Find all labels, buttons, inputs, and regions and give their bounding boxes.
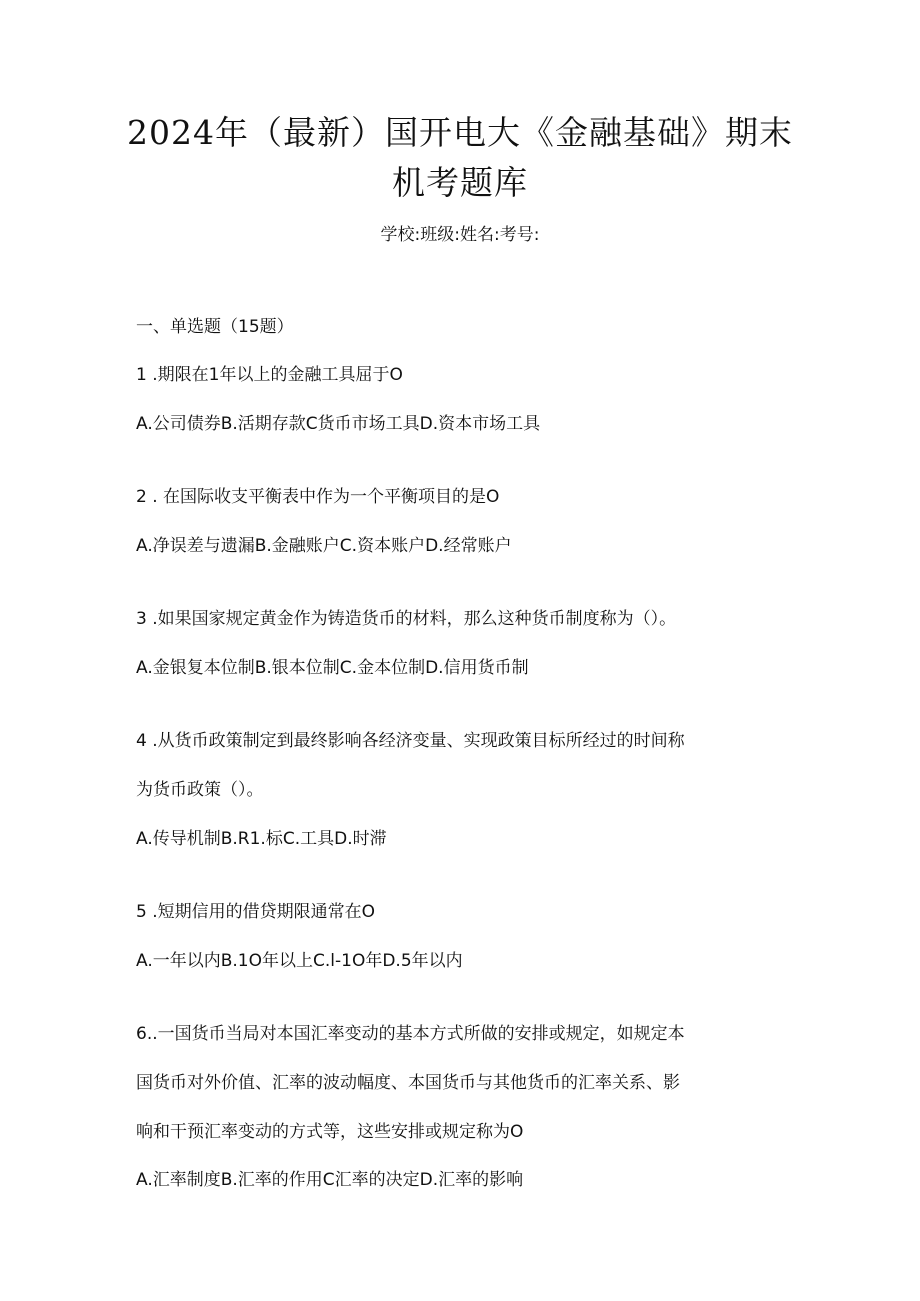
question-6-stem-line-2: 国货币对外价值、汇率的波动幅度、本国货币与其他货币的汇率关系、影	[136, 1073, 680, 1093]
question-5-stem: 5 .短期信用的借贷期限通常在O	[136, 902, 376, 922]
question-2-stem: 2 . 在国际收支平衡表中作为一个平衡项目的是O	[136, 487, 500, 507]
question-4-options: A.传导机制B.R1.标C.工具D.时滞	[136, 829, 387, 849]
question-6-stem-line-3: 响和干预汇率变动的方式等，这些安排或规定称为O	[136, 1122, 524, 1142]
question-2-options: A.净误差与遗漏B.金融账户C.资本账户D.经常账户	[136, 536, 512, 556]
document-title-line-1: 2024年（最新）国开电大《金融基础》期末	[127, 113, 793, 152]
question-3-stem: 3 .如果国家规定黄金作为铸造货币的材料，那么这种货币制度称为（）。	[136, 609, 677, 629]
question-6-stem-line-1: 6..一国货币当局对本国汇率变动的基本方式所做的安排或规定，如规定本	[136, 1024, 685, 1044]
question-5-options: A.一年以内B.1O年以上C.l-1O年D.5年以内	[136, 951, 463, 971]
document-title-line-2: 机考题库	[392, 163, 528, 202]
question-1-options: A.公司债券B.活期存款C货币市场工具D.资本市场工具	[136, 414, 541, 434]
student-info-line: 学校:班级:姓名:考号:	[380, 225, 540, 245]
question-1-stem: 1 .期限在1年以上的金融工具屈于O	[136, 365, 403, 385]
question-4-stem-line-1: 4 .从货币政策制定到最终影响各经济变量、实现政策目标所经过的时间称	[136, 731, 685, 751]
document-title	[0, 108, 920, 208]
question-4-stem-line-2: 为货币政策（）。	[136, 780, 264, 800]
question-6-options: A.汇率制度B.汇率的作用C汇率的决定D.汇率的影响	[136, 1170, 524, 1190]
section-heading: 一、单选题（15题）	[136, 317, 294, 337]
question-3-options: A.金银复本位制B.银本位制C.金本位制D.信用货币制	[136, 658, 529, 678]
